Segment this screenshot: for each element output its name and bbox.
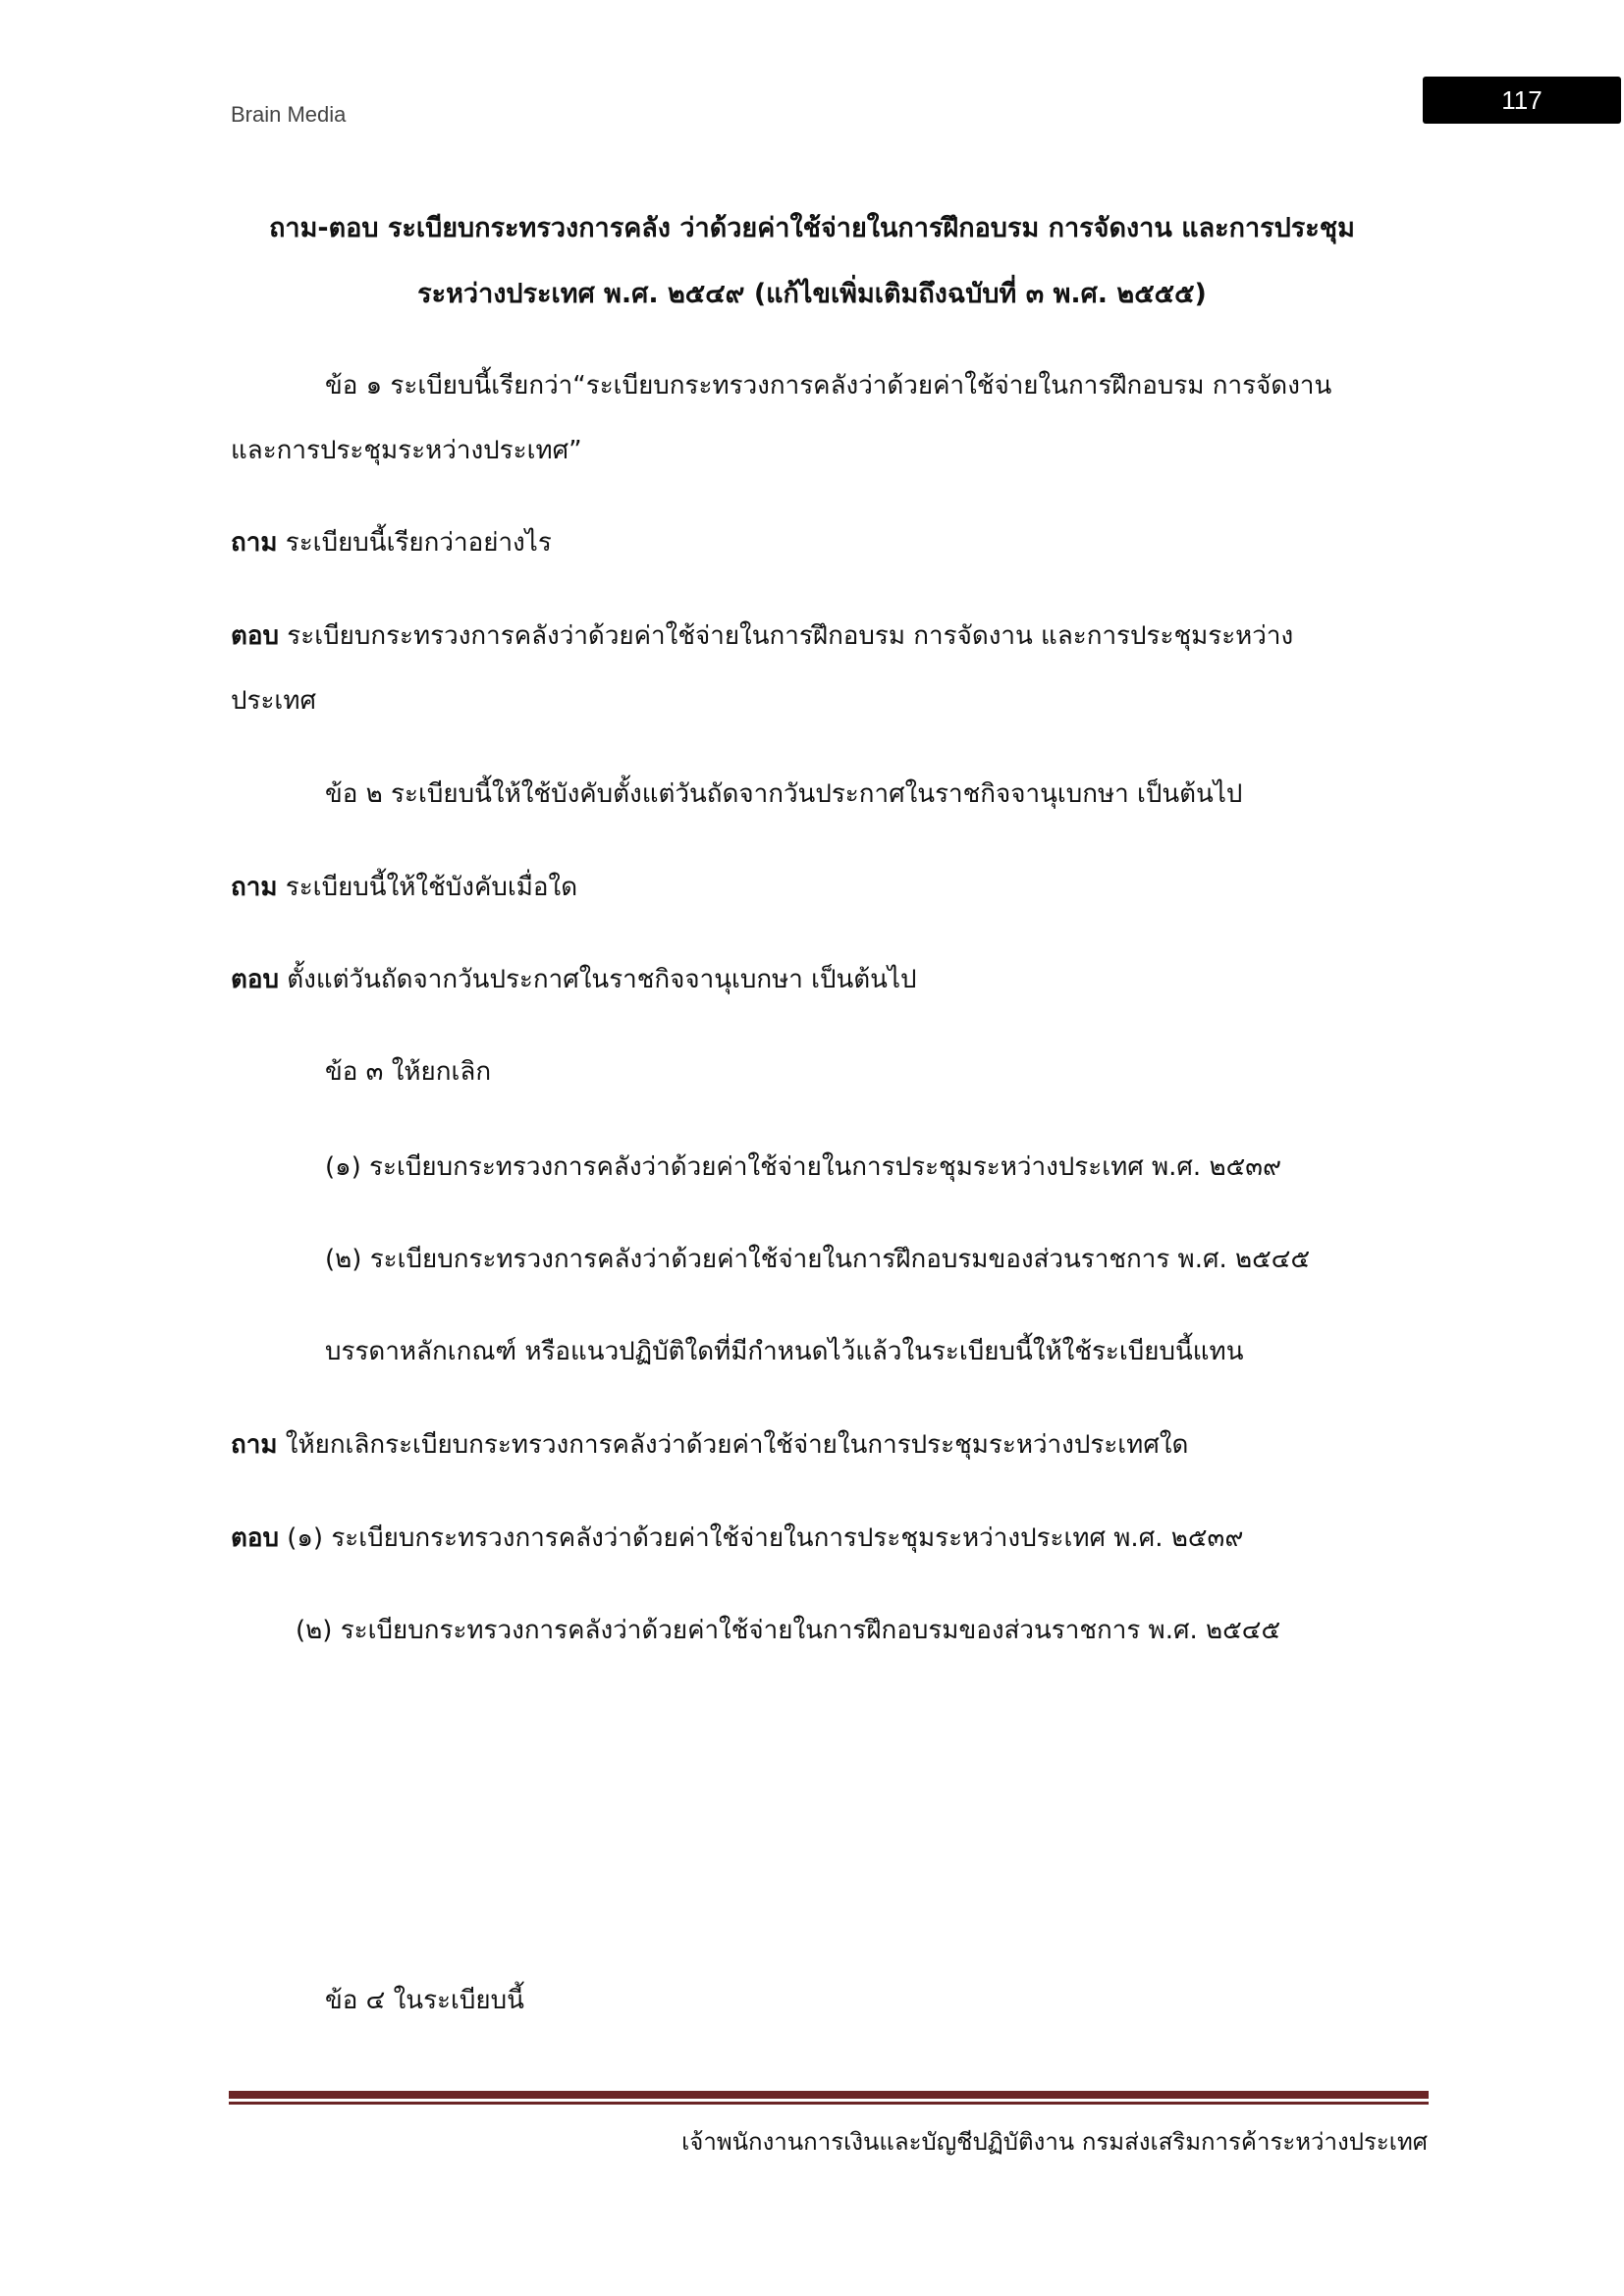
clause-2: ข้อ ๒ ระเบียบนี้ให้ใช้บังคับตั้งแต่วันถัดจากวันประกาศในราชกิจจานุเบกษา เป็นต้นไป	[325, 779, 1243, 809]
answer-text: ตั้งแต่วันถัดจากวันประกาศในราชกิจจานุเบกษา เป็นต้นไป	[287, 965, 917, 994]
answer-label: ตอบ	[231, 1523, 280, 1553]
question-1	[231, 522, 552, 562]
question-2	[231, 867, 577, 907]
question-text: ระเบียบนี้ให้ใช้บังคับเมื่อใด	[285, 873, 578, 902]
publisher-name: Brain Media	[231, 102, 347, 127]
answer-label: ตอบ	[231, 621, 280, 651]
clause-3: ข้อ ๓ ให้ยกเลิก	[325, 1057, 492, 1087]
answer-1	[231, 615, 1293, 656]
answer-label: ตอบ	[231, 965, 280, 994]
clause-1: ข้อ ๑ ระเบียบนี้เรียกว่า“ระเบียบกระทรวงการคลังว่าด้วยค่าใช้จ่ายในการฝึกอบรม การจัดงาน	[325, 371, 1332, 400]
question-text: ให้ยกเลิกระเบียบกระทรวงการคลังว่าด้วยค่าใช้จ่ายในการประชุมระหว่างประเทศใด	[285, 1430, 1189, 1460]
question-text: ระเบียบนี้เรียกว่าอย่างไร	[285, 528, 552, 558]
clause-3-item-1: (๑) ระเบียบกระทรวงการคลังว่าด้วยค่าใช้จ่ายในการประชุมระหว่างประเทศ พ.ศ. ๒๕๓๙	[325, 1152, 1282, 1182]
clause-3-note: บรรดาหลักเกณฑ์ หรือแนวปฏิบัติใดที่มีกำหนดไว้แล้วในระเบียบนี้ให้ใช้ระเบียบนี้แทน	[325, 1337, 1244, 1366]
question-3	[231, 1424, 1188, 1465]
answer-3	[231, 1518, 1243, 1558]
footer-rule-thin	[229, 2102, 1429, 2105]
answer-1-cont: ประเทศ	[231, 686, 316, 716]
clause-3-item-2: (๒) ระเบียบกระทรวงการคลังว่าด้วยค่าใช้จ่ายในการฝึกอบรมของส่วนราชการ พ.ศ. ๒๕๔๕	[325, 1245, 1311, 1274]
question-label: ถาม	[231, 528, 278, 558]
answer-text: ระเบียบกระทรวงการคลังว่าด้วยค่าใช้จ่ายในการฝึกอบรม การจัดงาน และการประชุมระหว่าง	[287, 621, 1294, 651]
answer-3-item-2: (๒) ระเบียบกระทรวงการคลังว่าด้วยค่าใช้จ่ายในการฝึกอบรมของส่วนราชการ พ.ศ. ๒๕๔๕	[296, 1616, 1281, 1645]
footer-text: เจ้าพนักงานการเงินและบัญชีปฏิบัติงาน กรมส่งเสริมการค้าระหว่างประเทศ	[681, 2128, 1428, 2156]
clause-1-cont: และการประชุมระหว่างประเทศ”	[231, 436, 582, 465]
footer-rule-thick	[229, 2091, 1429, 2099]
document-title-line-1: ถาม-ตอบ ระเบียบกระทรวงการคลัง ว่าด้วยค่าใช้จ่ายในการฝึกอบรม การจัดงาน และการประชุม	[269, 213, 1355, 243]
clause-4: ข้อ ๔ ในระเบียบนี้	[325, 1986, 524, 2015]
document-title-line-2: ระหว่างประเทศ พ.ศ. ๒๕๔๙ (แก้ไขเพิ่มเติมถึงฉบับที่ ๓ พ.ศ. ๒๕๕๕)	[417, 279, 1207, 309]
question-label: ถาม	[231, 1430, 278, 1460]
page-number: 117	[1423, 77, 1621, 124]
question-label: ถาม	[231, 873, 278, 902]
answer-2	[231, 959, 917, 999]
answer-text: (๑) ระเบียบกระทรวงการคลังว่าด้วยค่าใช้จ่ายในการประชุมระหว่างประเทศ พ.ศ. ๒๕๓๙	[287, 1523, 1244, 1553]
